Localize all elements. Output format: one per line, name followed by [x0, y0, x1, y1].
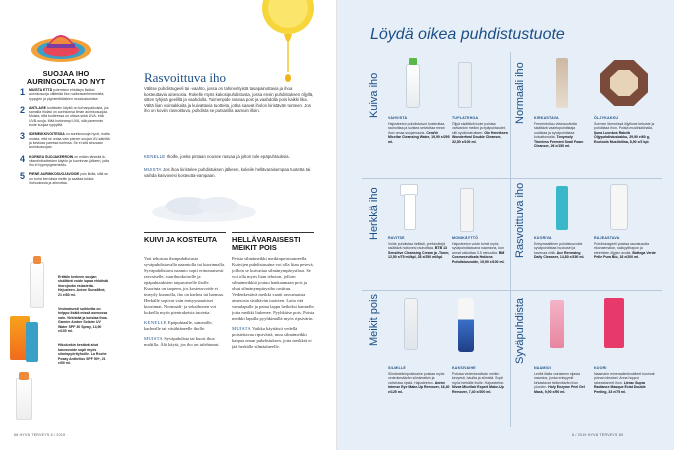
- product-card: [534, 116, 588, 149]
- column1-body: [144, 256, 226, 352]
- section-label-deep: Syväpuhdista: [514, 297, 526, 364]
- product-caption: Erittäin kerkeen suojan sisältävä voide lupaa ehkäistä ihorojovän esiasteita. Hejusteen. Avène SunsiMed, 21 e/80 ml.: [58, 275, 108, 297]
- product-brand: BM Cosmeceuticals Hotions Puhdistusvoide,: [452, 250, 505, 264]
- product-tube-ace: [556, 186, 568, 230]
- product-name: VAHVISTA: [388, 116, 408, 120]
- product-bottle-cerave: [406, 64, 420, 108]
- product-brand: BTB 13 Sensitive Cleansing Cream ja -Toner,: [388, 246, 450, 255]
- product-price: 14,80 e/150 ml.: [559, 255, 585, 259]
- product-desc: Fermentoituu viisiosuuttotta sisältävä vaahtopuhdistaja uudistaa ja syväpuhdistaa kuivattomalta.: [534, 121, 577, 139]
- product-price: 12,50 e/75 ml/kpl, 28 e/250 ml/kpl.: [388, 255, 444, 259]
- tip-text: on aurinkosuoja hyvä, mutta muista, että se ontaa vain pienen suojan UV-säteiltä ja kestoaa paressa tuntinsa. Se ei sitä sinusaan aurinkosuojasi.: [29, 132, 110, 150]
- product-name: RAJEASTAVA: [594, 236, 620, 240]
- page-footer-left: 68 HYVÄ TERVEYS 6 / 2019: [14, 433, 66, 437]
- lemon-drop-illustration: [240, 0, 332, 96]
- section-label-normal: Normaali iho: [514, 62, 526, 124]
- product-price: 32,50 e/100 ml.: [452, 139, 477, 144]
- product-card: [388, 116, 450, 144]
- product-tube-holy: [550, 300, 564, 348]
- product-name: TUPLATEHOA: [452, 116, 479, 120]
- product-price: 26 e/150 ml.: [550, 144, 571, 148]
- product-brand: Bottega Verde Pelle Pura Bio, 18 e/200 ml.: [594, 250, 656, 259]
- product-desc: Sormen lämmössä öljytiivae kekuste ja puhdistaa ihon. Poista muslinialiinalla.: [594, 121, 655, 130]
- keyword: MUISTA: [144, 336, 164, 341]
- foam-illustration: [148, 192, 260, 222]
- product-card: [388, 236, 450, 260]
- product-name: ÖLJYKAKKU: [594, 116, 619, 120]
- product-name: KUORIVA: [534, 236, 552, 240]
- tip-number: 3: [20, 131, 26, 142]
- product-bottle-bottega: [610, 184, 628, 230]
- product-price: 7,40 e/200 ml.: [468, 389, 492, 394]
- keyword: KENELLE: [144, 320, 167, 325]
- product-bottle-btb: [404, 194, 416, 230]
- product-card: [452, 116, 508, 144]
- product-brand: Ole Henriksen Wonderfowl Double Cleanser,: [452, 130, 508, 139]
- tip-text: pois ilkilla, sillä se on turha kerroksia meille ja saattaa tukkia ihohuokosia ja aiheuttaa.: [29, 172, 108, 186]
- paragraph-text: Epäpuhtaalle, sameaille, karhealle tai väsähtäneelle iholle.: [144, 320, 213, 331]
- tip-lead: MUISTA ETTÄ: [29, 88, 53, 92]
- product-desc: Voide puhdistaa hellästi, prebioottejä sisältävä hoitovesi rauhoittaa.: [388, 241, 446, 250]
- product-cake-inner: [610, 70, 638, 96]
- product-bottle-nivea: [458, 298, 474, 352]
- tip-lead: ANTI-AGE: [29, 105, 46, 110]
- tip-lead: PIENE AURINKOSUOJAVOIDE: [29, 172, 80, 177]
- tips-list: [20, 88, 110, 190]
- product-desc: Hajusteeton voide toimii myös syväpuhdistavana naamiona, kun annat vaikuttaa 3-5 minuuttia.: [452, 241, 504, 255]
- keyword: KENELLE: [144, 154, 166, 159]
- tip-text: tuotteiden käyttö on turhanpaikoista, jos samalla iholasi on aurinkonsa ilman aurinkosuojaa. Muista, että tuotteessa on oltava sekä UVA- että UVB-suoja. Mitä korkeampi UVA, sitä paremmin tuote suojaa ryppyiltä.: [29, 105, 109, 128]
- article-remember-paragraph: [144, 167, 314, 178]
- sunscreen-cap-avene: [33, 256, 41, 264]
- product-card: [452, 236, 508, 264]
- product-desc: Silmämeikinpoistoaine poistaa myös vedenkestävän silmämeikin ja vahvistaa ripsiä. Hajusteeton.: [388, 371, 445, 385]
- sunscreen-bottle-spray: [26, 322, 38, 362]
- product-desc: Poistaa vedenkestävän meikin kevyesti, hauilta ja silmistä. Sopii myös herkälle iholle. Hajusteeton.: [452, 371, 505, 385]
- paragraph: [144, 336, 226, 348]
- keyword: MUISTA: [232, 326, 252, 331]
- page-footer-right: 6 / 2019 HYVÄ TERVEYS 69: [572, 433, 624, 437]
- section-label-oily: Rasvoittuva iho: [514, 182, 526, 258]
- product-brand: Avène Intense Eye Make-Up Remover,: [388, 380, 446, 389]
- article-who-paragraph: [144, 154, 314, 160]
- product-brand: Ace Renewing Daily Cleanser,: [534, 250, 581, 259]
- product-name: RAVITSE: [388, 236, 405, 240]
- product-brand: CeraVe Micellar Cleansing Water,: [388, 130, 439, 139]
- product-name: KIRKASTAVA: [534, 116, 559, 120]
- sunscreen-cap-laroche: [19, 372, 29, 380]
- section-rule: [144, 232, 226, 233]
- paragraph-text: Voit tehostaa ihonpuhdistusta syväpuhdistavalla naamiolla tai kuorinnalla. Syväpuhdistava naamio sopii erinomaisesti rasvaiselle, suurihuokoiselle ja epäpuhtauksien taipuvaiselle iholle. Kuorinta on tarpeen, jos kosteusvoide ei imeydy kunnolla, iho on karhea tai harmaa. Herkälle sopivat vain entsyymaattiset kuorinnat. Normaali- ja sekaihonen voi kokeilla myös pienirakeista tuotetta.: [144, 256, 226, 315]
- product-captions: [58, 275, 110, 376]
- product-desc: Hajusteeton puhdistusvoi kosteuttaa, rauhoittaa ja suitsea selviuttaa mean ihon omaa suojamuuria.: [388, 121, 446, 135]
- product-price: 19,90 e/295 ml.: [388, 135, 450, 144]
- product-desc: Naamarin mineraalimikrokiteet kuorivat pinnan ideoiset. Anna hoppoi rakeastaneet ihon.: [594, 371, 655, 385]
- row-divider: [362, 178, 662, 179]
- sunscreen-bottle-laroche: [16, 378, 32, 420]
- column1-heading: KUIVI JA KOSTEUTA: [144, 235, 218, 244]
- product-name: KAKSIVAIHE: [452, 366, 476, 370]
- tip-number: 1: [20, 87, 26, 97]
- product-caption: Hikolunkin kestävä ahut kasvovoide sopii myös siiminpyörityhoille. La Roche Posay Anthelios SPF 50+, 21 e/50 ml.: [58, 343, 107, 366]
- product-cap-cerave: [409, 58, 417, 65]
- tip-text: polemisen ehkäisyn lisäksi aurinkosuoja välttelää ihon vaikeavanhenemista, ryppyjen ja pigmenttiläiskien muodostumista.: [29, 88, 105, 101]
- paragraph: [232, 326, 316, 350]
- product-tube-bm: [460, 188, 474, 232]
- tip-lead: IDEMEIKKIVOITESSA: [29, 132, 65, 137]
- paragraph: [144, 320, 226, 332]
- row-divider: [362, 290, 662, 291]
- product-brand: Tonymoly Timeless Ferment Snail Foam Cleanser,: [534, 135, 584, 148]
- side-title: SUOJAA IHO AURINGOLTA JO NYT: [26, 69, 106, 87]
- product-brand: Iluna Luonkos Rakeib Öljypuhdistuskakku, 29,90 e/60 g, Ecotools Muslinliina, 8,90 e/2 kpl.: [594, 130, 650, 144]
- paragraph-text: Peista silmämeikki meikinpoistoaineella. Kuivijen puhdistusaine voi olla liian pesevä, jolloin se kuivattaa silmänympärysihoa. Se voi olla myös liian tehoton, jolloin silmämeikkiä joutuu hankaamaan pois ja ohut silmänympärysiho rasittuu. Vedenkestävä meikki vaatii rasvamaisia ainesosia sisältävän tuotteen. Laita vää vanulapulle ja paina lappu hetkeksi kannelle, jotta meikki liukenee. Pyyhkäise pois. Poista meikki lapulla pyyhkimällä myös ripsivärin.: [232, 256, 315, 321]
- paragraph-text: Jos ihoa kiristelee puhdistuksen jälkeen, kokeile hellävaraisempaa tuotetta tai vaihda kasvovesi kosteutta-vampaan.: [144, 167, 311, 178]
- product-desc: Entsymaattinen puhdistusvoide syväpuhdistaa huokoset ja kavenaa niitä.: [534, 241, 583, 255]
- product-name: SILMILLE: [388, 366, 406, 370]
- column2-body: [232, 256, 316, 354]
- column2-heading: HELLÄVARAISESTI MEIKIT POIS: [232, 235, 301, 253]
- product-price: 9,90 e/50 ml.: [544, 389, 566, 394]
- product-name: NAAMIOI: [534, 366, 551, 370]
- product-card: [594, 366, 658, 394]
- right-page-title: Löydä oikea puhdistustuote: [370, 26, 565, 43]
- article-lead: Välitse puhdistugeeli tai -vaahto, jossa on tahinerityistä tasapainottavia ja ihoa kosteuttavia ainesosia. Rokelle myös kakosipuhdistusta, jossa ensin puhdistuksen öljyllä, sitten tyhjisä geelillä ja vaahdolla. Toimenpide rasvaa pois ja vaahdolla pois kaikki lika. Vältä liian voimakkaita ja kuivattavia tuotteita, jotka saavat iholon kiristävän tunteen. Jos iho on koviin rasvoittuva, puhdista se putsariilla aamuin illoin.: [144, 86, 314, 114]
- article-title: Rasvoittuva iho: [144, 70, 226, 85]
- product-card: [452, 366, 508, 394]
- product-tube-tonymoly: [556, 58, 568, 108]
- product-brand: Holy Enzyme Peel Gel Mask,: [534, 385, 585, 394]
- product-card: [534, 366, 588, 394]
- product-brand: Nivea Micellair Expert Make-Up Remover,: [452, 385, 504, 394]
- tip-item: [20, 88, 110, 101]
- paragraph-text: Vaikka käyttäisit vedellä poistettavaa ripsiväriä, muu silmämeikki kaipaa oman puhdistuksen, jotta meikkiä ei jää herkälle silmäalueelle.: [232, 326, 312, 349]
- tip-number: 4: [20, 153, 26, 164]
- product-price: 19,90 e/100 ml.: [480, 259, 505, 264]
- sunscreen-bottle-avene: [30, 262, 44, 308]
- sun-hat-illustration: [30, 20, 92, 64]
- product-caption: Vesimaisesti suihketta on helppo lisätä missä asenossa vain. Virkistää ja koistaa ihoa. Garnier Ambre Solaire UV Water SPF 30 Spray, 14,90 e/100 ml.: [58, 307, 108, 334]
- tip-text: on eritäin tärkeää ik-vitamiinituotteiden käytön ja kuorinnan jälkeen, jotta iho ei hyperpigmentoidu.: [29, 154, 109, 168]
- product-card: [594, 116, 658, 144]
- product-price: 16,40 e/125 ml.: [388, 385, 450, 394]
- tip-lead: KORKEA SUOJAKERROIN: [29, 154, 74, 159]
- section-label-makeup: Meikit pois: [368, 294, 380, 346]
- tip-item: [20, 172, 110, 185]
- paragraph-text: Ihoille, joeka pintaan nousee rasvaa ja jolton tule epäpuhtauksia.: [166, 154, 290, 159]
- product-card: [594, 236, 658, 260]
- product-brand: Lierac Supra Radiance Masque Éclat Double Peeling, 33 e/75 ml.: [594, 380, 646, 394]
- tip-item: [20, 132, 110, 149]
- product-name: MONIKÄYTTÖ: [452, 236, 479, 240]
- tip-number: 2: [20, 104, 26, 115]
- product-bottle-avene-eye: [404, 298, 418, 350]
- product-card: [388, 366, 450, 394]
- product-card: [534, 236, 588, 260]
- column-divider: [510, 52, 511, 427]
- tip-item: [20, 155, 110, 168]
- product-desc: Puhdistusgeeli poistaa rasvatusutta rikonaematon, salicyylihapon ja eteeristen öljyjen avulla.: [594, 241, 650, 255]
- section-label-sensitive: Herkkä iho: [368, 187, 380, 240]
- product-tube-lierac: [604, 298, 624, 348]
- paragraph-text: Syväpuhdista tai kuori ihoa maltilla. Älä käytä, jos iho on tulehtunut.: [144, 336, 220, 347]
- keyword: MUISTA: [144, 167, 162, 172]
- product-desc: Levitä illalla voiraiseen sijasta naamios, jonka entsyymit kirkastavat heikentävän ihon yöunien.: [534, 371, 580, 389]
- tip-number: 5: [20, 171, 26, 182]
- section-rule: [232, 232, 314, 233]
- tip-item: [20, 106, 110, 127]
- product-tube-ole: [458, 62, 472, 108]
- product-name: KUORI: [594, 366, 607, 370]
- product-desc: Öljyä sisältävä tuote poistaa vahvankin meikin ja epäpuhtaudet, silti syvälosteuttaen.: [452, 121, 506, 135]
- section-label-dry: Kuiva iho: [368, 72, 380, 118]
